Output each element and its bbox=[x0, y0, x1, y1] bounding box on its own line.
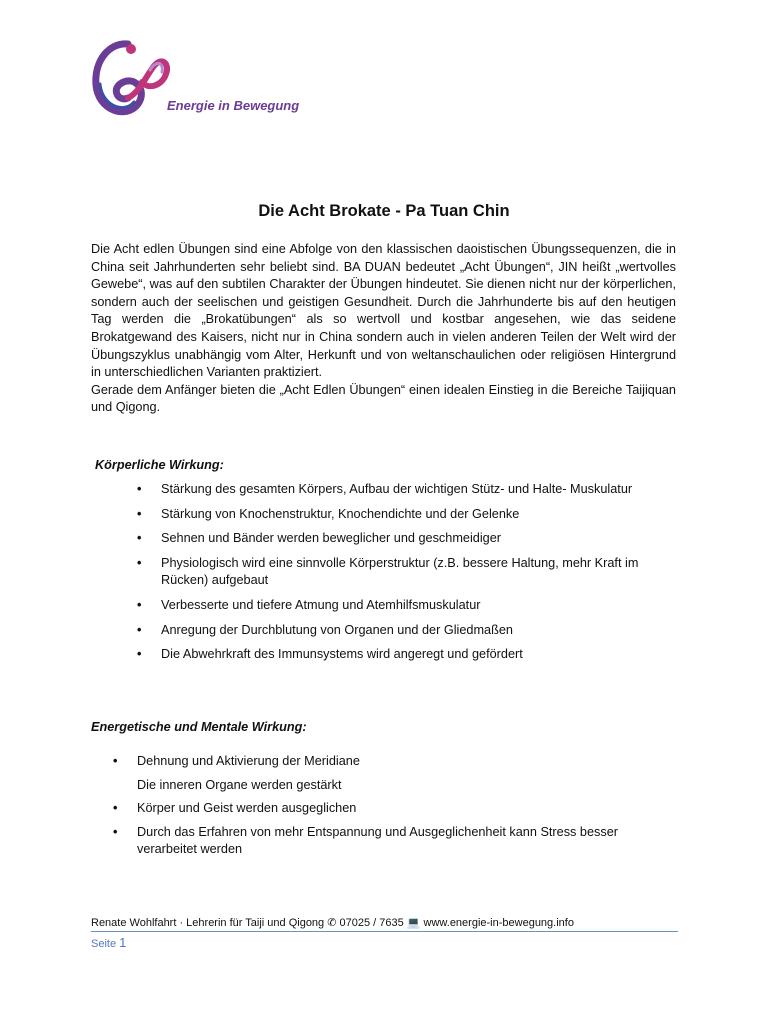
list-item bbox=[113, 753, 677, 794]
list-item: • Körper und Geist werden ausgeglichen bbox=[113, 800, 677, 818]
intro-paragraph-1: Die Acht edlen Übungen sind eine Abfolge von den klassischen daoistischen Übungssequenzen, die in China seit Jahrhunderten sehr beliebt sind. BA DUAN bedeutet „Acht Übungen“, JIN heißt „wertvolles Gewebe“, was auf den subtilen Charakter der Übungen hindeutet. Sie dienen nicht nur der körperlichen, sondern auch der seelischen und geistigen Gesundheit. Durch die Jahrhunderte bis auf den heutigen Tag werden die „Brokatübungen“ als so wertvoll und kostbar angesehen, wie das seidene Brokatgewand des Kaisers, nicht nur in China sondern auch in vielen anderen Teilen der Welt wird der Übungszyklus unabhängig vom Alter, Herkunft und von weltanschaulichen oder religiösen Hintergrund in unterschiedlichen Varianten praktiziert. bbox=[91, 242, 676, 380]
energetische-wirkung-list bbox=[113, 753, 677, 865]
list-item: • Physiologisch wird eine sinnvolle Körperstruktur (z.B. bessere Haltung, mehr Kraft im Rücken) aufgebaut bbox=[137, 555, 677, 590]
list-item: • Durch das Erfahren von mehr Entspannung und Ausgeglichenheit kann Stress besser verarbeitet werden bbox=[113, 824, 677, 859]
section-heading-koerperliche: Körperliche Wirkung: bbox=[95, 458, 224, 472]
list-item: • Sehnen und Bänder werden beweglicher und geschmeidiger bbox=[137, 530, 677, 548]
list-item: • Verbesserte und tiefere Atmung und Atemhilfsmuskulatur bbox=[137, 597, 677, 615]
logo-swirl-icon bbox=[90, 40, 170, 122]
list-item: • Stärkung von Knochenstruktur, Knochendichte und der Gelenke bbox=[137, 506, 677, 524]
intro-text bbox=[91, 241, 676, 417]
page-title: Die Acht Brokate - Pa Tuan Chin bbox=[258, 202, 510, 220]
section-heading-energetische: Energetische und Mentale Wirkung: bbox=[91, 720, 307, 734]
intro-paragraph-2: Gerade dem Anfänger bieten die „Acht Edlen Übungen“ einen idealen Einstieg in die Bereiche Taijiquan und Qigong. bbox=[91, 382, 676, 415]
page-label: Seite bbox=[91, 938, 117, 950]
list-item: • Die Abwehrkraft des Immunsystems wird angeregt und gefördert bbox=[137, 646, 677, 664]
koerperliche-wirkung-list bbox=[137, 481, 677, 671]
logo bbox=[90, 40, 320, 122]
footer-divider bbox=[91, 931, 678, 932]
page-number bbox=[91, 935, 126, 950]
list-item-subline: Die inneren Organe werden gestärkt bbox=[137, 777, 342, 792]
list-item: • Anregung der Durchblutung von Organen und der Gliedmaßen bbox=[137, 622, 677, 640]
list-item: • Stärkung des gesamten Körpers, Aufbau der wichtigen Stütz- und Halte- Muskulatur bbox=[137, 481, 677, 499]
list-item-text: Dehnung und Aktivierung der Meridiane bbox=[137, 754, 360, 768]
page-number-value: 1 bbox=[119, 935, 127, 950]
footer-contact: Renate Wohlfahrt · Lehrerin für Taiji und Qigong ✆ 07025 / 7635 💻 www.energie-in-bewegung.info bbox=[91, 917, 574, 929]
logo-text: Energie in Bewegung bbox=[167, 98, 300, 113]
